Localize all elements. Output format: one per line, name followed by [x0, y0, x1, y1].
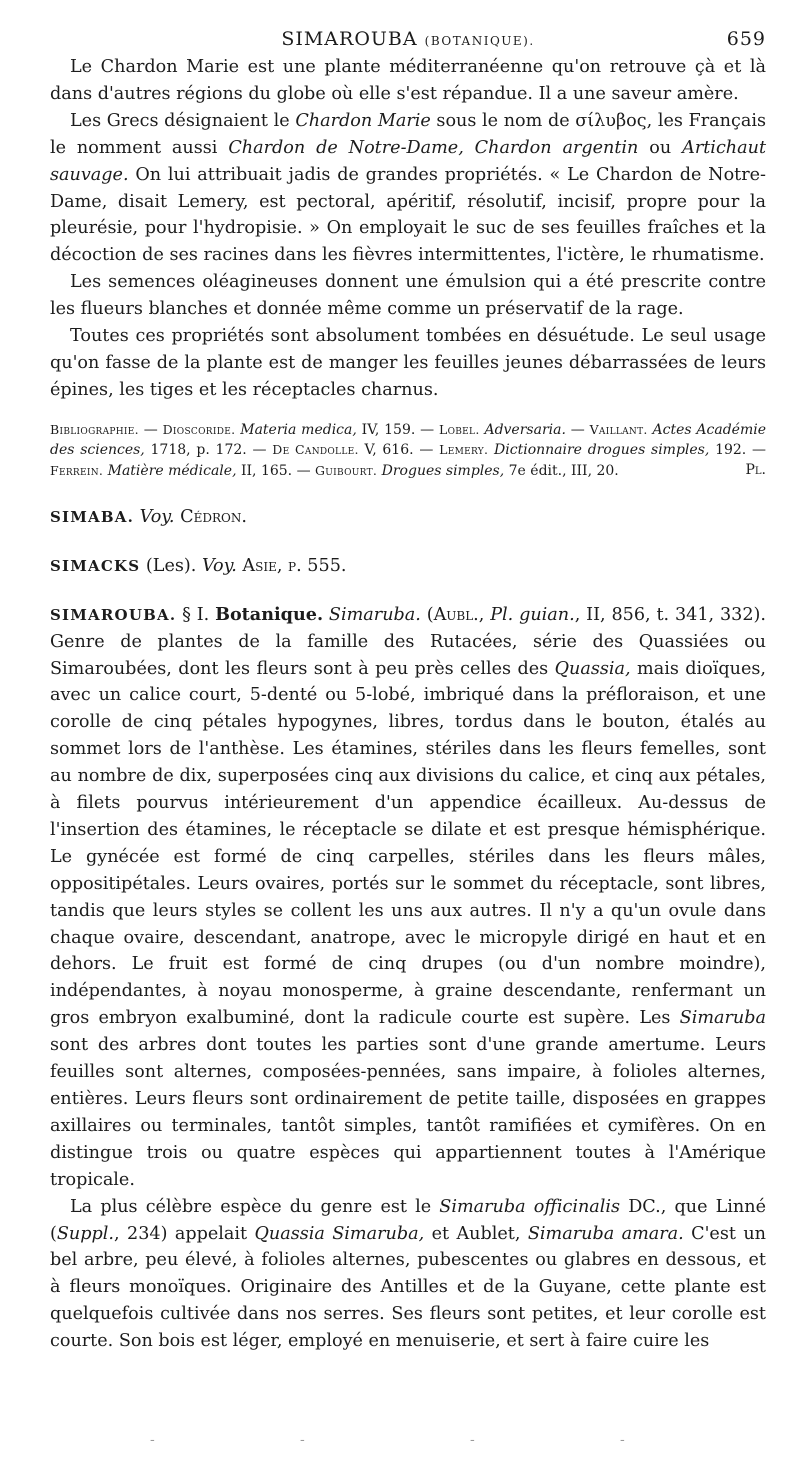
- author-signature: Pl.: [745, 462, 766, 479]
- author: Vaillant.: [589, 421, 648, 437]
- paragraph-chardon-intro: Le Chardon Marie est une plante méditerranéenne qu'on retrouve çà et là dans d'autres régions du globe où elle s'est répandue. Il a une saveur amère.: [50, 57, 766, 104]
- italic-term: Simaruba: [679, 1008, 766, 1029]
- work-title: Suppl.: [56, 1223, 115, 1244]
- text: et Aublet,: [424, 1223, 528, 1244]
- work-title: Pl. guian.: [490, 604, 575, 625]
- italic-term: Chardon Marie: [295, 110, 431, 131]
- headword: SIMACKS: [50, 556, 141, 575]
- entry-simacks: [50, 553, 766, 580]
- work-title: Adversaria.: [484, 421, 566, 438]
- text: IV, 159. —: [356, 421, 439, 438]
- paragraph-simaruba-officinalis: [50, 1194, 766, 1355]
- text: , II, 856, t. 341, 332).: [574, 604, 766, 625]
- section-number: § I.: [176, 604, 216, 625]
- text: ou: [638, 137, 683, 158]
- paragraph-chardon-semences: Les semences oléagineuses donnent une émulsion qui a été prescrite contre les flueurs blanches et donnée même comme un préservatif de la rage.: [50, 272, 766, 320]
- header-title-sub: (BOTANIQUE).: [424, 34, 535, 48]
- text: 7e édit., III, 20.: [504, 463, 619, 480]
- header-title: [50, 28, 766, 50]
- work-title: Matière médicale,: [107, 463, 237, 480]
- text: —: [565, 421, 590, 438]
- headword: SIMABA.: [50, 507, 135, 526]
- paragraph-chardon-names: [50, 108, 766, 269]
- italic-term: Chardon de Notre-Dame, Chardon argentin: [228, 137, 639, 158]
- bibliography: [50, 420, 766, 482]
- author: Guibourt.: [315, 463, 378, 479]
- text: La plus célèbre espèce du genre est le: [70, 1196, 440, 1217]
- text: C'est un bel arbre, peu élevé, à folioles alternes, pubescentes ou glabres en dessous, et à fleurs monoïques. Originaire des Antilles et de la Guyane, cette plante est quelquefois cultivée dans nos serres. Ses fleurs sont petites, et leur corolle est courte. Son bois est léger, employé en menuiserie, et sert à faire cuire les: [50, 1223, 766, 1352]
- header-title-main: SIMAROUBA: [281, 28, 418, 50]
- text: On lui attribuait jadis de grandes propriétés. « Le Chardon de Notre-Dame, disait Lemery, est pectoral, apéritif, résolutif, incisif, propre pour la pleurésie, pour l'hydropisie. » On employait le suc de ses feuilles fraîches et la décoction de ses racines dans les fièvres intermittentes, l'ictère, le rhumatisme.: [50, 164, 766, 266]
- headword: SIMAROUBA.: [50, 605, 177, 624]
- author: Aubl.: [433, 604, 479, 625]
- voy: Voy.: [139, 506, 175, 527]
- italic-term: Quassia Simaruba,: [254, 1223, 425, 1244]
- text: ,: [478, 604, 491, 625]
- text: mais dioïques, avec un calice court, 5-denté ou 5-lobé, imbriqué dans la préfloraison, et une corolle de cinq pétales hypogynes, libres, tordus dans le bouton, étalés au sommet lors de l'anthèse. Les étamines, stériles dans les fleurs femelles, sont au nombre de dix, superposées cinq aux divisions du calice, et cinq aux pétales, à filets pourvus intérieurement d'un appendice écailleux. Au-dessus de l'insertion des étamines, le réceptacle se dilate et est presque hémisphérique. Le gynécée est formé de cinq carpelles, stériles dans les fleurs mâles, oppositipétales. Leurs ovaires, portés sur le sommet du réceptacle, sont libres, tandis que leurs styles se collent les uns aux autres. Il n'y a qu'un ovule dans chaque ovaire, descendant, anatrope, avec le micropyle dirigé en haut et en dehors. Le fruit est formé de cinq drupes (ou d'un nombre moindre), indépendantes, à noyau monosperme, à graine descendante, renfermant un gros embryon exalbuminé, dont la radicule courte est supère. Les: [50, 658, 767, 1029]
- voy: Voy.: [201, 555, 237, 576]
- text: Les Grecs désignaient le: [70, 110, 296, 131]
- author: Lemery.: [439, 442, 489, 458]
- text: 192. —: [709, 442, 767, 459]
- text: DC., que Linné (: [50, 1196, 766, 1244]
- footer-dash: -: [620, 1432, 625, 1448]
- cross-reference: Cédron.: [180, 506, 247, 527]
- page-content: [50, 28, 766, 1355]
- text: Genre de plantes de la famille des Rutacées, série des Quassiées ou Simaroubées, dont les fleurs sont à peu près celles des: [50, 631, 766, 679]
- text: (Les).: [140, 555, 202, 576]
- paragraph-chardon-usage: Toutes ces propriétés sont absolument tombées en désuétude. Le seul usage qu'on fasse de la plante est de manger les feuilles jeunes débarrassées de leurs épines, les tiges et les réceptacles charnus.: [50, 326, 766, 400]
- genus-name: Simaruba.: [323, 604, 421, 625]
- footer-dash: -: [300, 1432, 305, 1448]
- author: De Candolle.: [272, 442, 359, 458]
- italic-term: Artichaut sauvage.: [50, 137, 767, 185]
- section-title: Botanique.: [215, 603, 324, 625]
- author: Ferrein.: [50, 463, 104, 479]
- text: , 234) appelait: [114, 1223, 255, 1244]
- author: Dioscoride.: [162, 421, 236, 437]
- text: (: [420, 604, 434, 625]
- work-title: Drogues simples,: [381, 463, 505, 480]
- text: sous le nom de σίλυβος, les Français le nomment aussi: [50, 110, 766, 158]
- text: —: [138, 421, 163, 438]
- work-title: Materia medica,: [240, 421, 357, 438]
- italic-term: Simaruba officinalis: [439, 1196, 621, 1217]
- biblio-label: Bibliographie.: [50, 421, 139, 437]
- text: 1718, p. 172. —: [144, 442, 273, 459]
- italic-term: Quassia,: [554, 658, 631, 679]
- footer-dash: -: [470, 1432, 475, 1448]
- work-title: Dictionnaire drogues simples,: [494, 442, 710, 459]
- text: sont des arbres dont toutes les parties sont d'une grande amertume. Leurs feuilles sont alternes, composées-pennées, sans impaire, à folioles alternes, entières. Leurs fleurs sont ordinairement de petite taille, disposées en grappes axillaires ou terminales, tantôt simples, tantôt ramifiées et cymifères. On en distingue trois ou quatre espèces qui appartiennent toutes à l'Amérique tropicale.: [50, 1035, 766, 1190]
- entry-simaba: [50, 504, 766, 531]
- text: V, 616. —: [358, 442, 440, 459]
- text: II, 165. —: [236, 463, 316, 480]
- italic-term: Simaruba amara.: [527, 1223, 684, 1244]
- entry-simarouba: [50, 602, 766, 1194]
- footer-dash: -: [150, 1432, 155, 1448]
- author: Lobel.: [438, 421, 480, 437]
- running-header: [50, 28, 766, 54]
- page-number: 659: [726, 28, 766, 50]
- cross-reference: Asie, p. 555.: [236, 555, 347, 576]
- work-title: Actes Académie des sciences,: [50, 421, 766, 459]
